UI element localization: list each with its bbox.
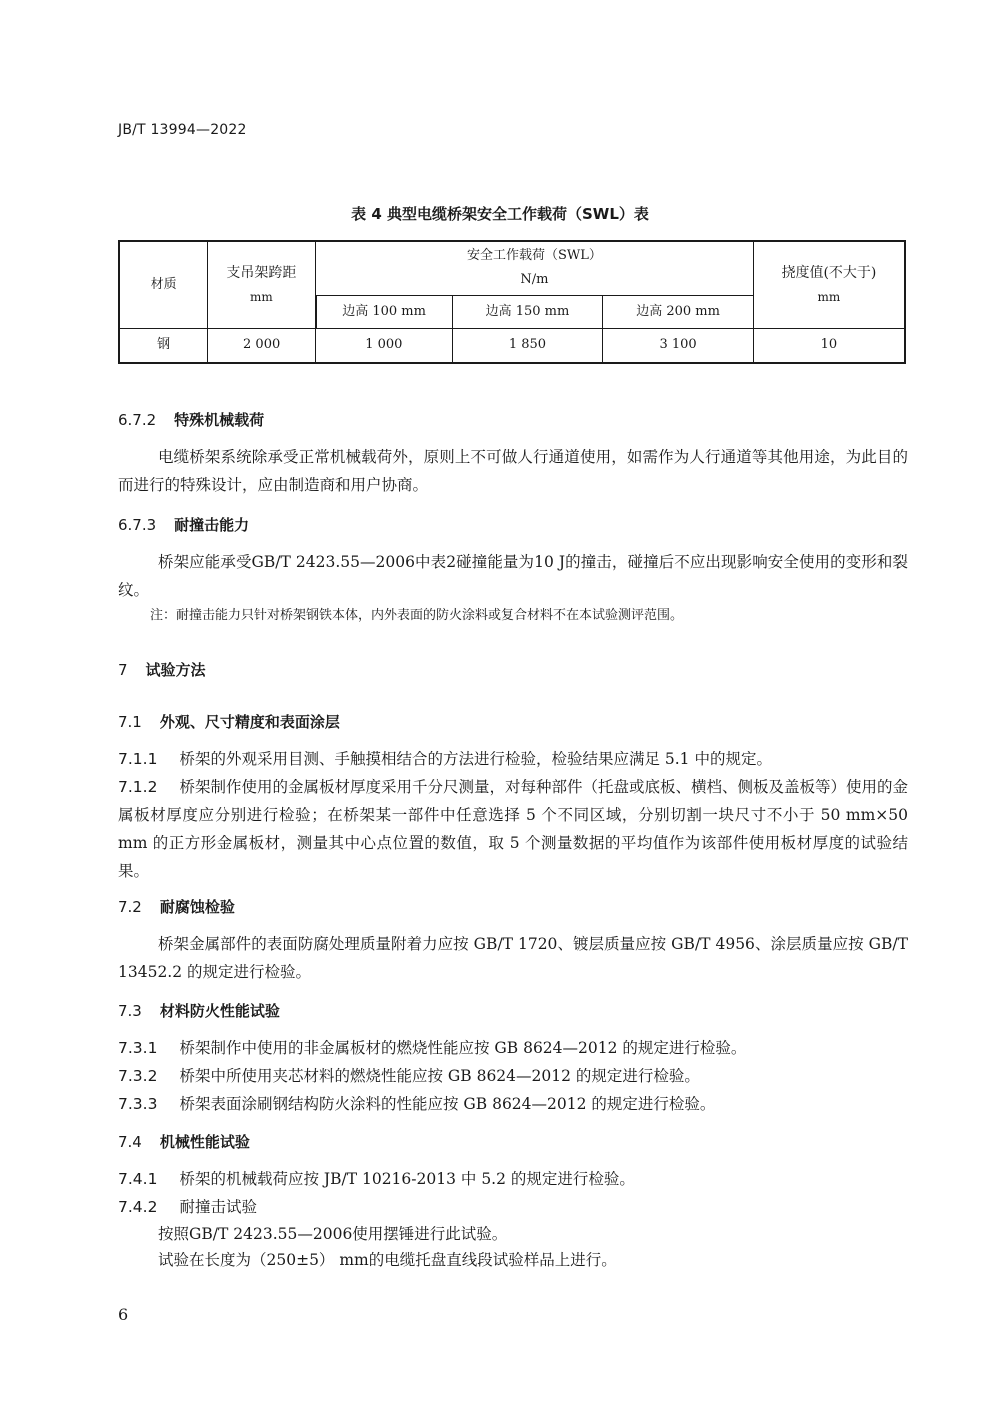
cell-h200: 3 100: [603, 328, 754, 363]
heading-number: 6.7.2: [118, 411, 157, 429]
heading-7-1: [118, 711, 340, 732]
item-text: 桥架的机械载荷应按 JB/T 10216-2013 中 5.2 的规定进行检验。: [179, 1170, 635, 1188]
standard-code: JB/T 13994—2022: [118, 122, 247, 138]
header-material: 材质: [119, 241, 208, 328]
heading-title: 外观、尺寸精度和表面涂层: [159, 713, 340, 731]
heading-number: 7.3: [118, 1002, 142, 1020]
item-number: 7.3.3: [118, 1095, 158, 1113]
note-6-7-3: 注：耐撞击能力只针对桥架钢铁本体，内外表面的防火涂料或复合材料不在本试验测评范围。: [150, 608, 684, 623]
heading-number: 7.4: [118, 1133, 142, 1151]
item-7-4-1: [118, 1165, 908, 1193]
item-7-4-2: [118, 1193, 908, 1221]
header-h100: 边高 100 mm: [316, 295, 453, 328]
heading-number: 7.1: [118, 713, 142, 731]
cell-material: 钢: [119, 328, 208, 363]
header-deflection-label: 挠度值(不大于): [781, 264, 877, 281]
item-text: 桥架制作中使用的非金属板材的燃烧性能应按 GB 8624—2012 的规定进行检验。: [179, 1039, 747, 1057]
item-number: 7.4.1: [118, 1170, 158, 1188]
heading-title: 耐腐蚀检验: [159, 898, 235, 916]
heading-number: 7.2: [118, 898, 142, 916]
page-number: 6: [118, 1305, 129, 1324]
item-text: 耐撞击试验: [179, 1198, 257, 1216]
test-method-line-1: 按照GB/T 2423.55—2006使用摆锤进行此试验。: [158, 1225, 508, 1243]
paragraph-7-2: 桥架金属部件的表面防腐处理质量附着力应按 GB/T 1720、镀层质量应按 GB/T 4956、涂层质量应按 GB/T 13452.2 的规定进行检验。: [118, 935, 908, 981]
item-number: 7.1.1: [118, 750, 158, 768]
paragraph-6-7-3: 桥架应能承受GB/T 2423.55—2006中表2碰撞能量为10 J的撞击，碰撞后不应出现影响安全使用的变形和裂纹。: [118, 553, 908, 599]
paragraph-6-7-2: 电缆桥架系统除承受正常机械载荷外，原则上不可做人行通道使用，如需作为人行通道等其他用途，为此目的而进行的特殊设计，应由制造商和用户协商。: [118, 448, 908, 494]
table-row: [119, 328, 905, 363]
header-h150: 边高 150 mm: [452, 295, 603, 328]
cell-span: 2 000: [208, 328, 316, 363]
cell-h150: 1 850: [452, 328, 603, 363]
item-number: 7.4.2: [118, 1198, 158, 1216]
header-span-unit: mm: [250, 289, 273, 304]
header-swl-unit: N/m: [520, 272, 549, 288]
header-span-label: 支吊架跨距: [226, 264, 297, 281]
heading-title: 材料防火性能试验: [159, 1002, 280, 1020]
header-swl-label: 安全工作载荷（SWL）: [466, 248, 602, 264]
heading-7: [118, 659, 206, 680]
item-7-1-1: [118, 745, 908, 773]
heading-title: 特殊机械载荷: [174, 411, 265, 429]
header-deflection: [753, 241, 905, 328]
swl-table: [118, 240, 906, 364]
item-7-3-2: [118, 1062, 908, 1090]
cell-h100: 1 000: [316, 328, 453, 363]
header-span: [208, 241, 316, 328]
header-swl: [316, 241, 754, 295]
heading-number: 6.7.3: [118, 516, 157, 534]
item-text: 桥架制作使用的金属板材厚度采用千分尺测量，对每种部件（托盘或底板、横档、侧板及盖板等）使用的金属板材厚度应分别进行检验；在桥架某一部件中任意选择 5 个不同区域，分别切割一块尺寸不小于 50 mm×50 mm 的正方形金属板材，测量其中心点位置的数值，取 5 个测量数据的平均值作为该部件使用板材厚度的试验结果。: [118, 778, 908, 880]
header-h200: 边高 200 mm: [603, 295, 754, 328]
heading-7-3: [118, 1000, 280, 1021]
heading-6-7-2: [118, 409, 264, 430]
heading-6-7-3: [118, 514, 249, 535]
heading-7-2: [118, 896, 235, 917]
heading-title: 机械性能试验: [159, 1133, 250, 1151]
item-7-3-1: [118, 1034, 908, 1062]
heading-number: 7: [118, 661, 128, 679]
heading-7-4: [118, 1131, 250, 1152]
cell-deflection: 10: [753, 328, 905, 363]
item-7-3-3: [118, 1090, 908, 1118]
table-caption: 表 4 典型电缆桥架安全工作载荷（SWL）表: [351, 205, 649, 223]
heading-title: 耐撞击能力: [174, 516, 250, 534]
test-method-line-2: 试验在长度为（250±5） mm的电缆托盘直线段试验样品上进行。: [158, 1251, 617, 1269]
item-7-1-2: [118, 773, 908, 885]
item-text: 桥架中所使用夹芯材料的燃烧性能应按 GB 8624—2012 的规定进行检验。: [179, 1067, 700, 1085]
header-deflection-unit: mm: [817, 289, 841, 304]
heading-title: 试验方法: [145, 661, 206, 679]
item-text: 桥架表面涂刷钢结构防火涂料的性能应按 GB 8624—2012 的规定进行检验。: [179, 1095, 716, 1113]
item-number: 7.3.1: [118, 1039, 158, 1057]
item-number: 7.1.2: [118, 778, 158, 796]
item-number: 7.3.2: [118, 1067, 158, 1085]
item-text: 桥架的外观采用目测、手触摸相结合的方法进行检验，检验结果应满足 5.1 中的规定。: [179, 750, 772, 768]
